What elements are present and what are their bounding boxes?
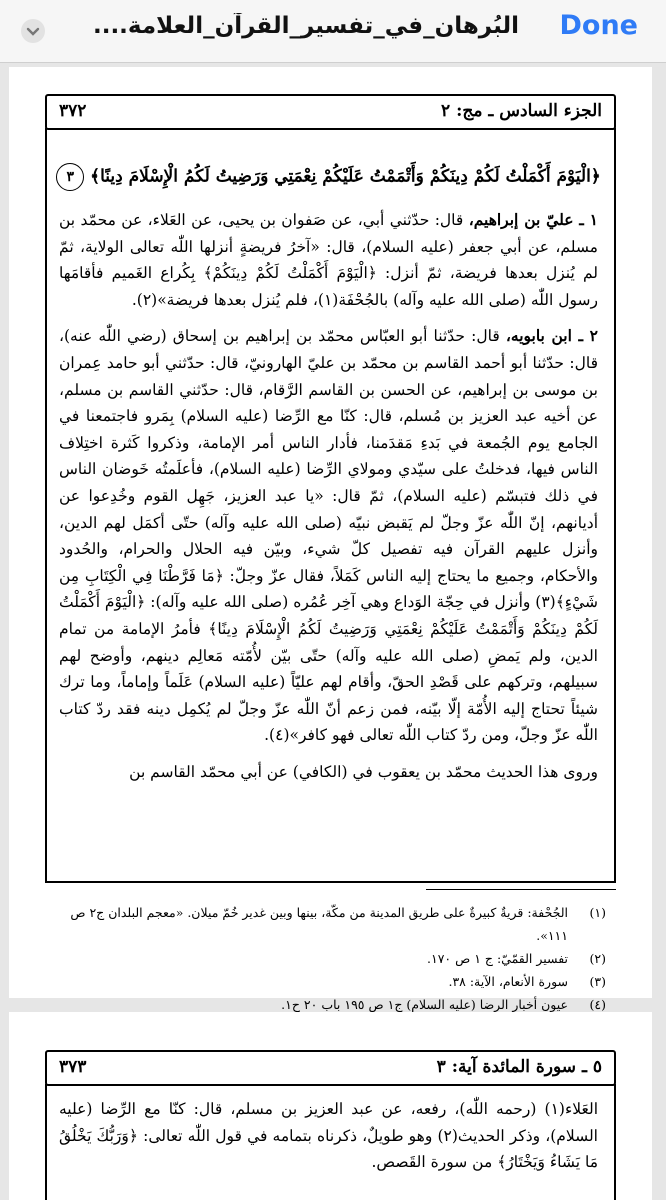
verse-heading bbox=[51, 163, 606, 191]
chevron-down-icon[interactable] bbox=[20, 18, 46, 44]
page-header bbox=[45, 94, 616, 130]
footnote: (٤) عيون أخبار الرضا (عليه السلام) ج١ ص ١٩٥ باب ٢٠ ح١. bbox=[281, 997, 606, 1012]
narration-1 bbox=[59, 207, 598, 313]
footnotes bbox=[49, 901, 606, 1016]
surah-label: ٥ ـ سورة المائدة آية: ٣ bbox=[436, 1057, 602, 1077]
narration-text: وروى هذا الحديث محمّد بن يعقوب في (الكافي) عن أبي محمّد القاسم بن bbox=[129, 762, 598, 781]
document-title[interactable]: البُرهان_في_تفسير_القرآن_العلامة.... bbox=[92, 13, 520, 39]
done-button[interactable]: Done bbox=[559, 10, 638, 41]
page-body bbox=[59, 1096, 598, 1186]
page-number: ٣٧٣ bbox=[59, 1057, 87, 1077]
page-header bbox=[45, 1050, 616, 1086]
viewer-toolbar bbox=[0, 0, 666, 63]
volume-label: الجزء السادس ـ مج: ٢ bbox=[441, 101, 602, 121]
footnote-divider bbox=[426, 889, 616, 890]
narration-text: قال: حدّثني أبي، عن صَفوان بن يحيى، عن العَلاء، عن محمّد بن مسلم، عن أبي جعفر (عليه السلام)، قال: «آخرُ فريضةٍ أنزلها اللّٰه تعالى الولاية، ثمّ لم يُنزل بعدها فريضة، ثمّ أنزل: ﴿الْيَوْمَ أَكْمَلْتُ لَكُمْ دِينَكُمْ﴾ بِكُراع الغَميم فأقامَها رسول اللّٰه (صلى الله عليه وآله) بالجُحْفَة(١)، فلم يُنزل بعدها فريضة»(٢). bbox=[59, 211, 598, 309]
verse-text: ﴿الْيَوْمَ أَكْمَلْتُ لَكُمْ دِينَكُمْ وَأَتْمَمْتُ عَلَيْكُمْ نِعْمَتِي وَرَضِيتُ لَكُمُ الْإِسْلَامَ دِينًا﴾ bbox=[90, 166, 601, 187]
narration-text: قال: حدّثنا أبو العبّاس محمّد بن إبراهيم بن إسحاق (رضي اللّٰه عنه)، قال: حدّثنا أبو أحمد القاسم بن محمّد بن عليّ الهارونيّ، قال: حدّثني أبو حامد عِمران بن موسى بن إبراهيم، عن الحسن بن القاسم الرَّقام، قال: حدّثني القاسم بن مسلم، عن أخيه عبد العزيز بن مُسلم، قال: كنّا مع الرِّضا (عليه السلام) بِمَرو فاجتمعنا في الجامع يوم الجُمعة في بَدءِ مَقدَمنا، فأدار الناس أمر الإمامة، وذكروا كَثرة اختِلاف الناس فيها، فدخلتُ على سيّدي ومولاي الرِّضا (عليه السلام)، فأعلَمتُه خَوضان الناس في ذلك فتبسّم (عليه السلام)، ثمّ قال: «يا عبد العزيز، جَهِل القوم وخُدِعوا عن أديانهم، إنّ اللّٰه عزّ وجلّ لم يَقبض نبيّه (صلى الله عليه وآله) حتّى أكمَل لهم الدين، وأنزل عليهم القرآن فيه تفصيل كلّ شيء، وبيّن فيه الحلال والحرام، والحُدود والأحكام، وجميع ما يحتاج إليه الناس كَمَلاً، فقال عزّ وجلّ: ﴿مَا فَرَّطْنَا فِي الْكِتَابِ مِن شَيْءٍ﴾(٣) وأنزل في حِجّة الوَداع وهي آخِر عُمُره (صلى الله عليه وآله): ﴿الْيَوْمَ أَكْمَلْتُ لَكُمْ دِينَكُمْ وَأَتْمَمْتُ عَلَيْكُمْ نِعْمَتِي وَرَضِيتُ لَكُمُ الْإِسْلَامَ دِينًا﴾ فأمرُ الإمامة من تمام الدين، ولم يَمضِ (صلى الله عليه وآله) حتّى بيّن لأُمّته مَعالِم دينهم، وأوضح لهم سبيلهم، وتركهم على قَصْدِ الحقّ، وأقام لهم عليّاً (عليه السلام) عَلَماً وإماماً، وما ترك شيئاً تحتاج إليه الأُمّة إلّا بيّنه، فمن زعم أنّ اللّٰه عزّ وجلّ لم يُكمِل دينه فقد ردّ كتاب اللّٰه عزّ وجلّ، ومن ردّ كتاب اللّٰه تعالى فهو كافر»(٤). bbox=[59, 327, 598, 745]
document-page-373 bbox=[9, 1012, 652, 1200]
page-number: ٣٧٢ bbox=[59, 101, 87, 121]
footnote: (٣) سورة الأنعام، الآية: ٣٨. bbox=[448, 974, 606, 989]
footnote: (٢) تفسير القمّيّ: ج ١ ص ١٧٠. bbox=[427, 951, 606, 966]
narration-3 bbox=[59, 759, 598, 786]
narrator: ١ ـ عليّ بن إبراهيم، bbox=[468, 210, 598, 229]
narration-text: العَلاء(١) (رحمه اللّٰه)، رفعه، عن عبد العزيز بن مسلم، قال: كنّا مع الرِّضا (عليه السلام)، وذكر الحديث(٢) وهو طويلٌ، ذكرناه بتمامه في قول اللّٰه تعالى: ﴿وَرَبُّكَ يَخْلُقُ مَا يَشَاءُ وَيَخْتَارُ﴾ من سورة القَصص. bbox=[59, 1100, 598, 1172]
verse-number: ٣ bbox=[56, 163, 84, 191]
narrator: ٢ ـ ابن بابويه، bbox=[505, 326, 598, 346]
page-body bbox=[59, 207, 598, 795]
narration-2 bbox=[59, 323, 598, 749]
footnote: (١) الجُحْفة: قريةٌ كبيرةٌ على طريق المدينة من مكّة، بينها وبين غدير خُمّ ميلان. «معجم البلدان ج٢ ص ١١١». bbox=[70, 905, 606, 943]
document-page-372 bbox=[9, 67, 652, 1012]
